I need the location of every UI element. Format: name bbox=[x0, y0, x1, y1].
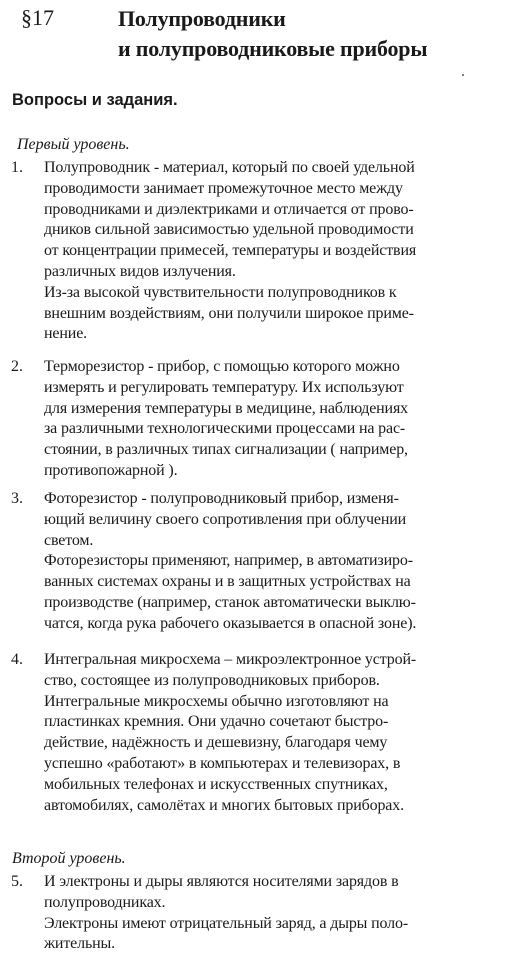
scan-speck bbox=[462, 74, 464, 76]
text-line: светом. bbox=[44, 531, 94, 549]
text-line: ство, состоящее из полупроводниковых приборов. bbox=[44, 671, 380, 689]
list-item-text bbox=[44, 357, 408, 482]
text-line: Интегральная микросхема – микроэлектронное устрой- bbox=[44, 651, 417, 668]
section-title bbox=[118, 4, 427, 64]
section-title-line-2: и полупроводниковые приборы bbox=[118, 36, 428, 61]
text-line: нение. bbox=[44, 325, 87, 343]
text-line: ванных системах охраны и в защитных устройствах на bbox=[44, 573, 411, 591]
text-line: от концентрации примесей, температуры и воздействия bbox=[44, 242, 417, 260]
list-item-text bbox=[44, 872, 408, 955]
list-item-text bbox=[44, 158, 416, 345]
list-item-number: 3. bbox=[11, 490, 23, 507]
list-item-number: 2. bbox=[11, 358, 23, 375]
text-line: успешно «работают» в компьютерах и телевизорах, в bbox=[44, 754, 401, 772]
text-line: Интегральные микросхемы обычно изготовляют на bbox=[44, 692, 389, 710]
text-line: Полупроводник - материал, который по своей удельной bbox=[44, 159, 415, 176]
text-line: внешним воздействиям, они получили широкое приме- bbox=[44, 304, 414, 322]
text-line: действие, надёжность и дешевизну, благодаря чему bbox=[44, 734, 388, 752]
list-item-text bbox=[44, 650, 416, 816]
text-line: ющий величину своего сопротивления при облучении bbox=[44, 510, 407, 528]
text-line: Фоторезисторы применяют, например, в автоматизиро- bbox=[44, 552, 413, 570]
text-line: противопожарной ). bbox=[44, 461, 178, 479]
text-line: Терморезистор - прибор, с помощью которого можно bbox=[44, 358, 400, 375]
text-line: мобильных телефонах и искусственных спутниках, bbox=[44, 775, 388, 793]
text-line: различных видов излучения. bbox=[44, 262, 236, 280]
text-line: измерять и регулировать температуру. Их используют bbox=[44, 378, 404, 396]
section-number: §17 bbox=[21, 5, 54, 30]
list-item-number: 4. bbox=[11, 651, 23, 668]
text-line: стоянии, в различных типах сигнализации ( например, bbox=[44, 441, 408, 459]
text-line: полупроводниках. bbox=[44, 893, 166, 911]
list-item-number: 5. bbox=[11, 873, 23, 890]
text-line: производстве (например, станок автоматически выклю- bbox=[44, 593, 416, 611]
list-item-number: 1. bbox=[11, 159, 23, 176]
list-item-text bbox=[44, 489, 416, 635]
level-first-label: Первый уровень. bbox=[17, 136, 130, 153]
text-line: проводимости занимает промежуточное место между bbox=[44, 179, 403, 197]
questions-heading: Вопросы и задания. bbox=[12, 91, 178, 109]
text-line: Из-за высокой чувствительности полупроводников к bbox=[44, 283, 397, 301]
text-line: за различными технологическими процессами на рас- bbox=[44, 420, 406, 438]
text-line: чатся, когда рука рабочего оказывается в опасной зоне). bbox=[44, 614, 417, 632]
text-line: для измерения температуры в медицине, наблюдениях bbox=[44, 399, 409, 417]
text-line: И электроны и дыры являются носителями зарядов в bbox=[44, 873, 399, 890]
text-line: дников сильной зависимостью удельной проводимости bbox=[44, 221, 414, 239]
text-line: Фоторезистор - полупроводниковый прибор, изменя- bbox=[44, 490, 399, 507]
text-line: жительны. bbox=[44, 935, 115, 953]
level-second-label: Второй уровень. bbox=[12, 850, 126, 867]
text-line: проводниками и диэлектриками и отличается от прово- bbox=[44, 200, 414, 218]
text-line: Электроны имеют отрицательный заряд, а дыры поло- bbox=[44, 914, 409, 932]
text-line: автомобилях, самолётах и многих бытовых приборах. bbox=[44, 796, 404, 814]
text-line: пластинках кремния. Они удачно сочетают быстро- bbox=[44, 713, 389, 731]
section-title-line-1: Полупроводники bbox=[118, 6, 286, 31]
